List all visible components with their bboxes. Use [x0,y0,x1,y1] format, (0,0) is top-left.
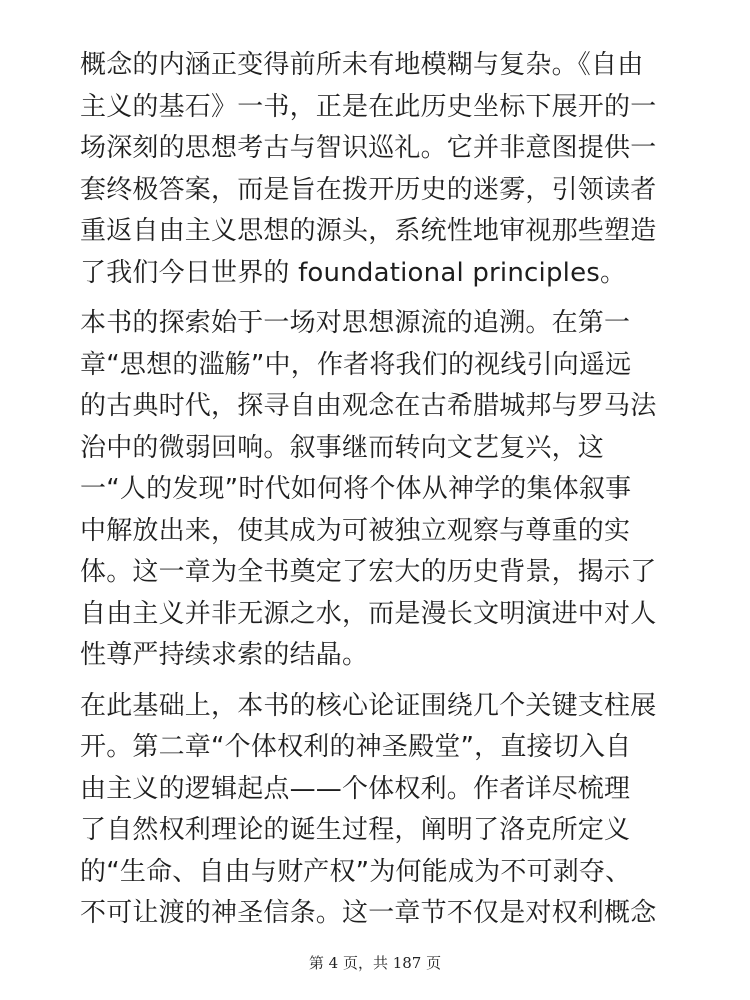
text-line: 开。第二章“个体权利的神圣殿堂”，直接切入自 [80,732,632,762]
text-line: 一“人的发现”时代如何将个体从神学的集体叙事 [80,474,632,504]
text-line: 由主义的逻辑起点——个体权利。作者详尽梳理 [80,773,631,804]
text-line: 体。这一章为全书奠定了宏大的历史背景，揭示了 [80,557,657,587]
text-line: 中解放出来，使其成为可被独立观察与尊重的实 [80,515,631,546]
page-body [80,45,680,944]
text-line: 套终极答案，而是旨在拨开历史的迷雾，引领读者 [80,174,657,205]
text-line: 重返自由主义思想的源头，系统性地审视那些塑造 [80,216,657,246]
page-number-footer: 第 4 页，共 187 页 [308,954,442,972]
text-line: 的古典时代，探寻自由观念在古希腊城邦与罗马法 [80,391,657,421]
text-line: 了自然权利理论的诞生过程，阐明了洛克所定义 [80,815,631,845]
text-line: 本书的探索始于一场对思想源流的追溯。在第一 [80,308,631,338]
paragraph-2 [80,303,680,677]
text-line: 治中的微弱回响。叙事继而转向文艺复兴，这 [80,432,605,463]
text-line: 性尊严持续求索的结晶。 [80,640,369,670]
text-line: 章“思想的滥觞”中，作者将我们的视线引向遥远 [80,349,632,380]
text-line: 场深刻的思想考古与智识巡礼。它并非意图提供一 [80,133,657,163]
paragraph-1 [80,45,680,294]
text-line: 概念的内涵正变得前所未有地模糊与复杂。《自由 [80,50,644,80]
text-line: 了我们今日世界的 foundational principles。 [80,257,627,288]
text-line: 在此基础上，本书的核心论证围绕几个关键支柱展 [80,690,657,721]
text-line: 自由主义并非无源之水，而是漫长文明演进中对人 [80,598,657,629]
text-line: 的“生命、自由与财产权”为何能成为不可剥夺、 [80,856,632,887]
text-line: 不可让渡的神圣信条。这一章节不仅是对权利概念 [80,898,657,928]
text-line: 主义的基石》一书，正是在此历史坐标下展开的一 [80,91,657,122]
paragraph-3 [80,686,680,935]
